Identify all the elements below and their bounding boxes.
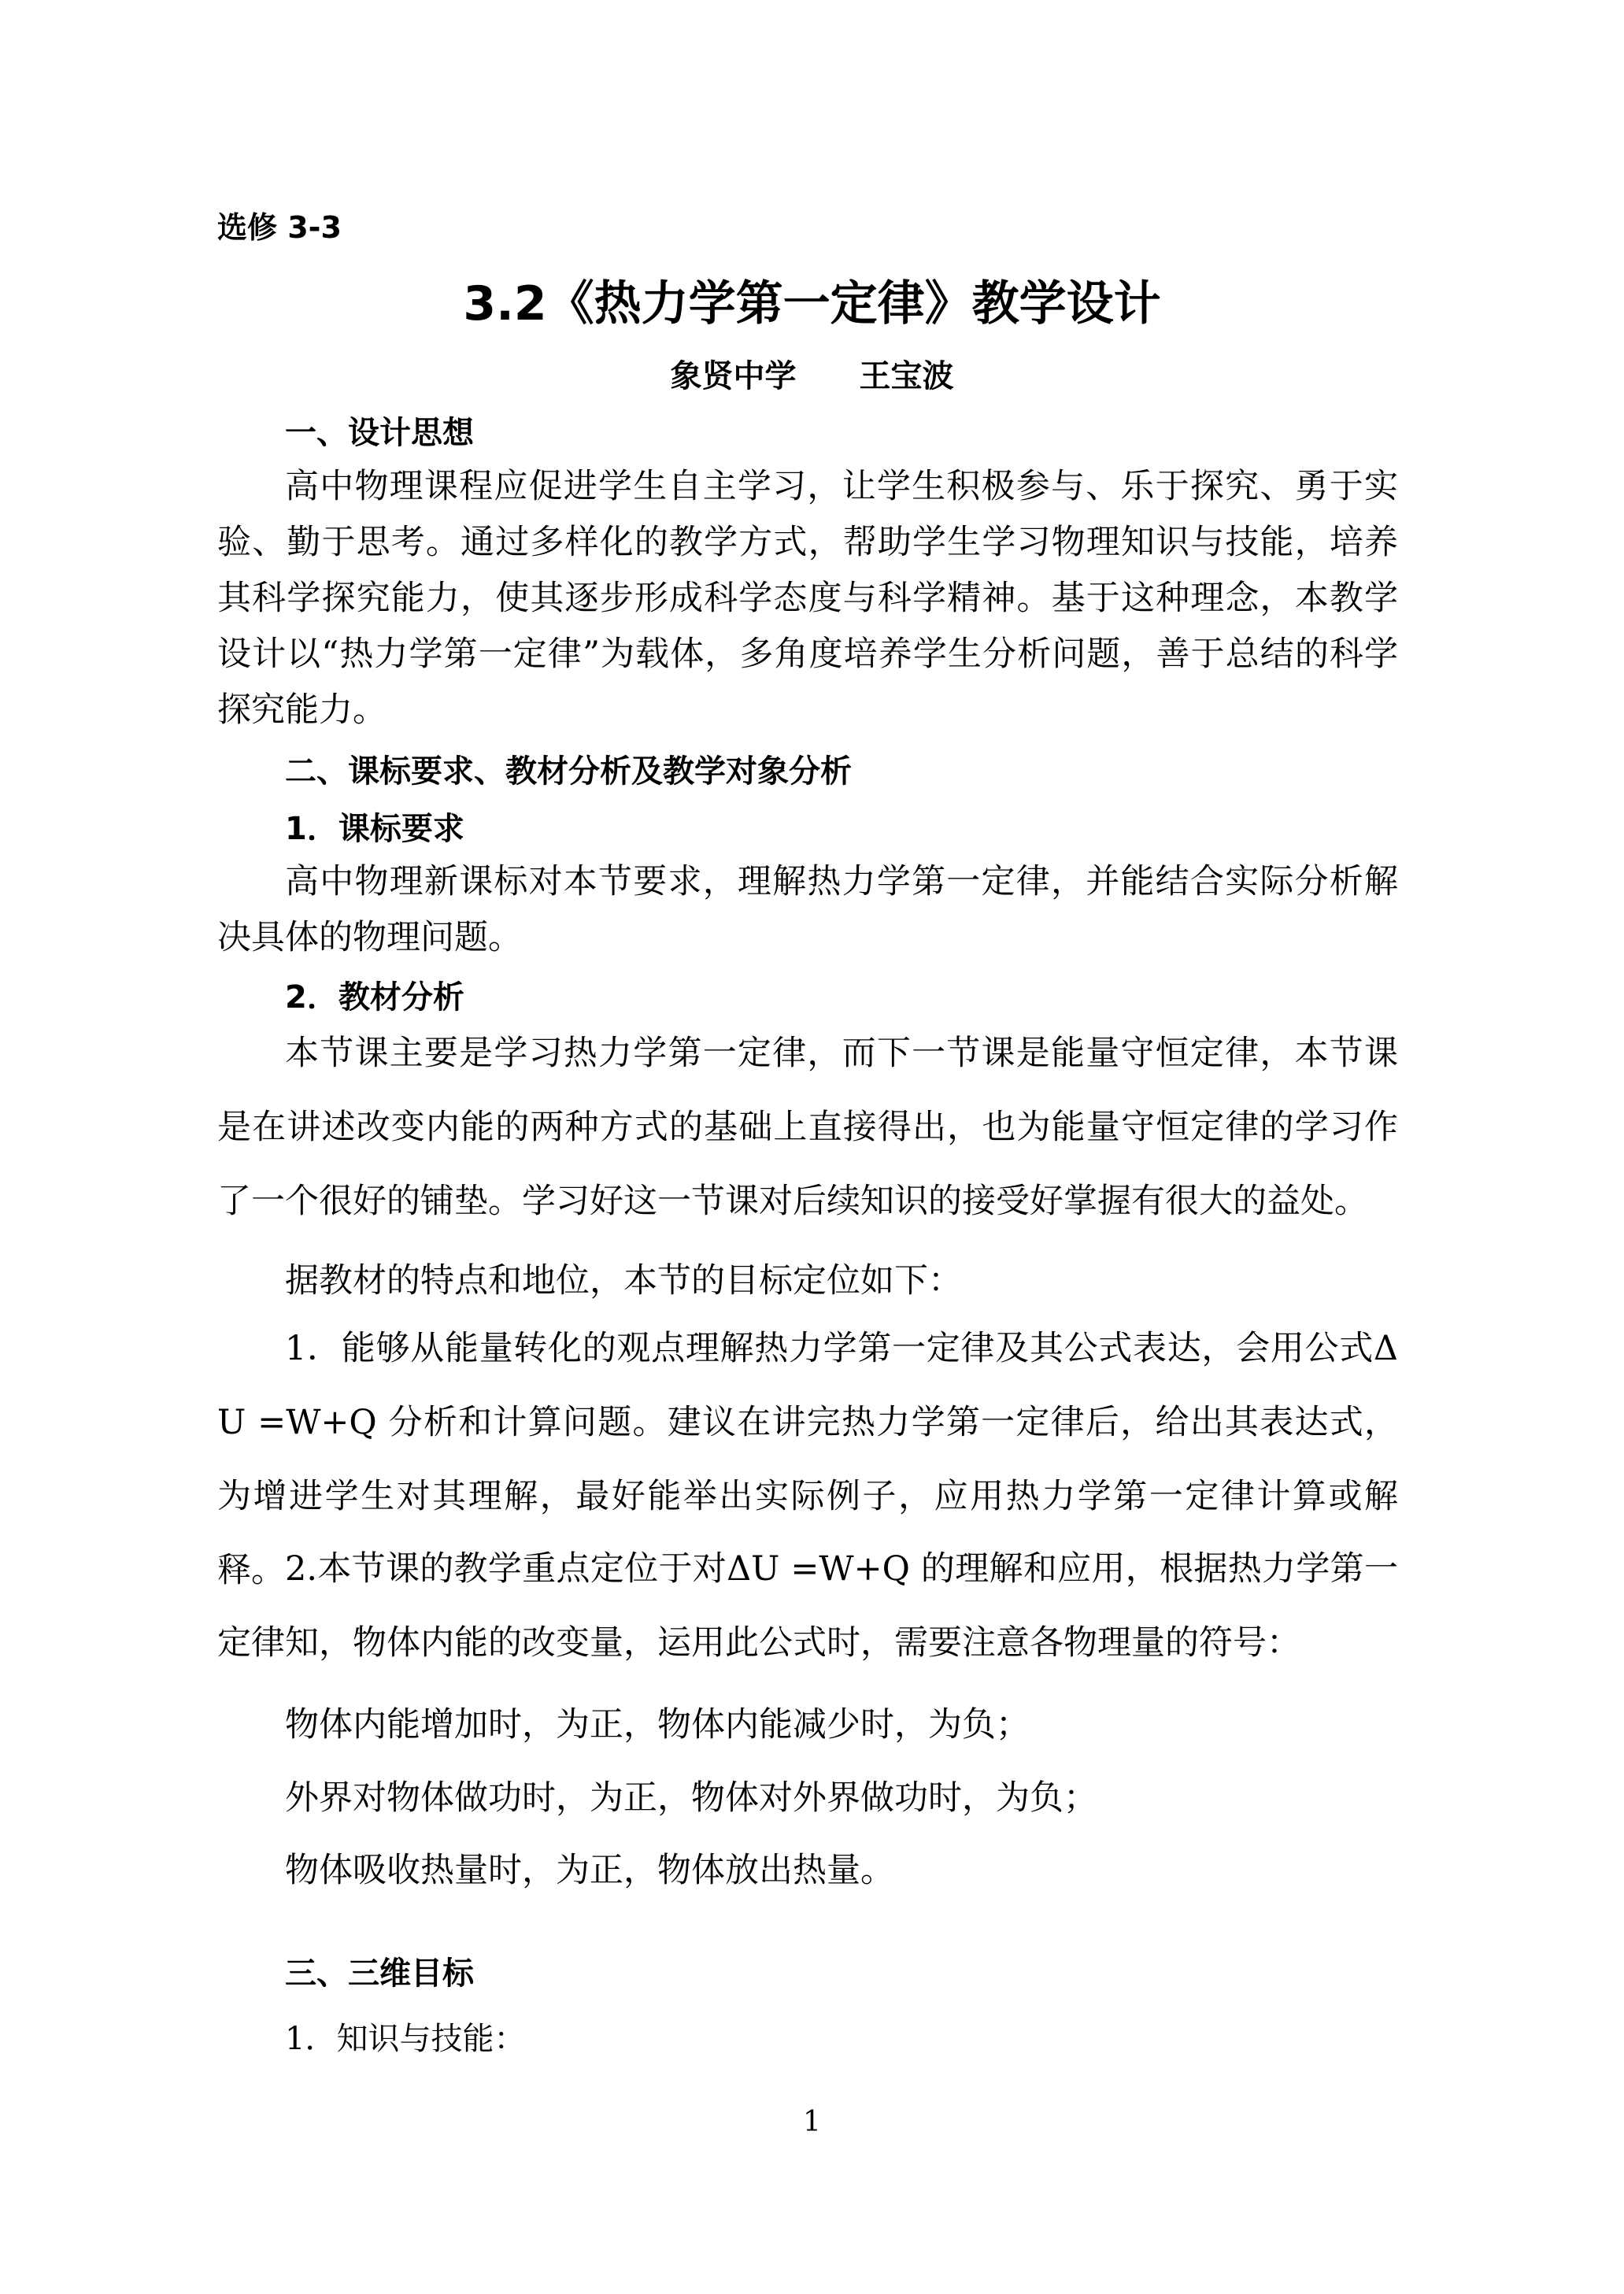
paragraph-textbook-analysis: 本节课主要是学习热力学第一定律，而下一节课是能量守恒定律，本节课是在讲述改变内能的两种方式的基础上直接得出，也为能量守恒定律的学习作了一个很好的铺垫。学习好这一节课对后续知识的接受好掌握有很大的益处。 (217, 1034, 1398, 1221)
school-name: 象贤中学 (670, 358, 797, 394)
author-name: 王宝波 (859, 358, 954, 394)
paragraph-curriculum-requirements: 高中物理新课标对本节要求，理解热力学第一定律，并能结合实际分析解决具体的物理问题。 (217, 862, 1398, 957)
sign-rule-internal-energy: 物体内能增加时，为正，物体内能减少时，为负； (285, 1705, 1030, 1745)
byline (0, 351, 1624, 396)
goal-item-2: 2.本节课的教学重点定位于对ΔU =W+Q 的理解和应用，根据热力学第一定律知，物体内能的改变量，运用此公式时，需要注意各物理量的符号： (217, 1549, 1398, 1663)
sign-rule-heat: 物体吸收热量时，为正，物体放出热量。 (285, 1851, 894, 1890)
subheading-knowledge-skills: 1．知识与技能： (285, 2021, 526, 2057)
section-heading-design-idea: 一、设计思想 (285, 415, 474, 451)
goal-item-1: 1．能够从能量转化的观点理解热力学第一定律及其公式表达，会用公式ΔU =W+Q 分析和计算问题。建议在讲完热力学第一定律后，给出其表达式，为增进学生对其理解，最好能举出实际例子，应用热力学第一定律计算或解释。 (217, 1329, 1398, 1590)
subheading-curriculum-requirements: 1．课标要求 (285, 811, 464, 847)
document-title: 3.2《热力学第一定律》教学设计 (463, 276, 1161, 331)
section-heading-curriculum-analysis: 二、课标要求、教材分析及教学对象分析 (285, 753, 852, 790)
sign-rule-work: 外界对物体做功时，为正，物体对外界做功时，为负； (285, 1778, 1097, 1818)
section-heading-three-dimensional-goals: 三、三维目标 (285, 1955, 474, 1992)
course-tag: 选修 3-3 (217, 210, 342, 245)
subheading-textbook-analysis: 2．教材分析 (285, 979, 464, 1016)
page-number: 1 (803, 2106, 821, 2138)
section-paragraph-design-idea: 高中物理课程应促进学生自主学习，让学生积极参与、乐于探究、勇于实验、勤于思考。通过多样化的教学方式，帮助学生学习物理知识与技能，培养其科学探究能力，使其逐步形成科学态度与科学精神。基于这种理念，本教学设计以“热力学第一定律”为载体，多角度培养学生分析问题，善于总结的科学探究能力。 (217, 467, 1398, 730)
goals-intro-line: 据教材的特点和地位，本节的目标定位如下： (285, 1261, 962, 1301)
